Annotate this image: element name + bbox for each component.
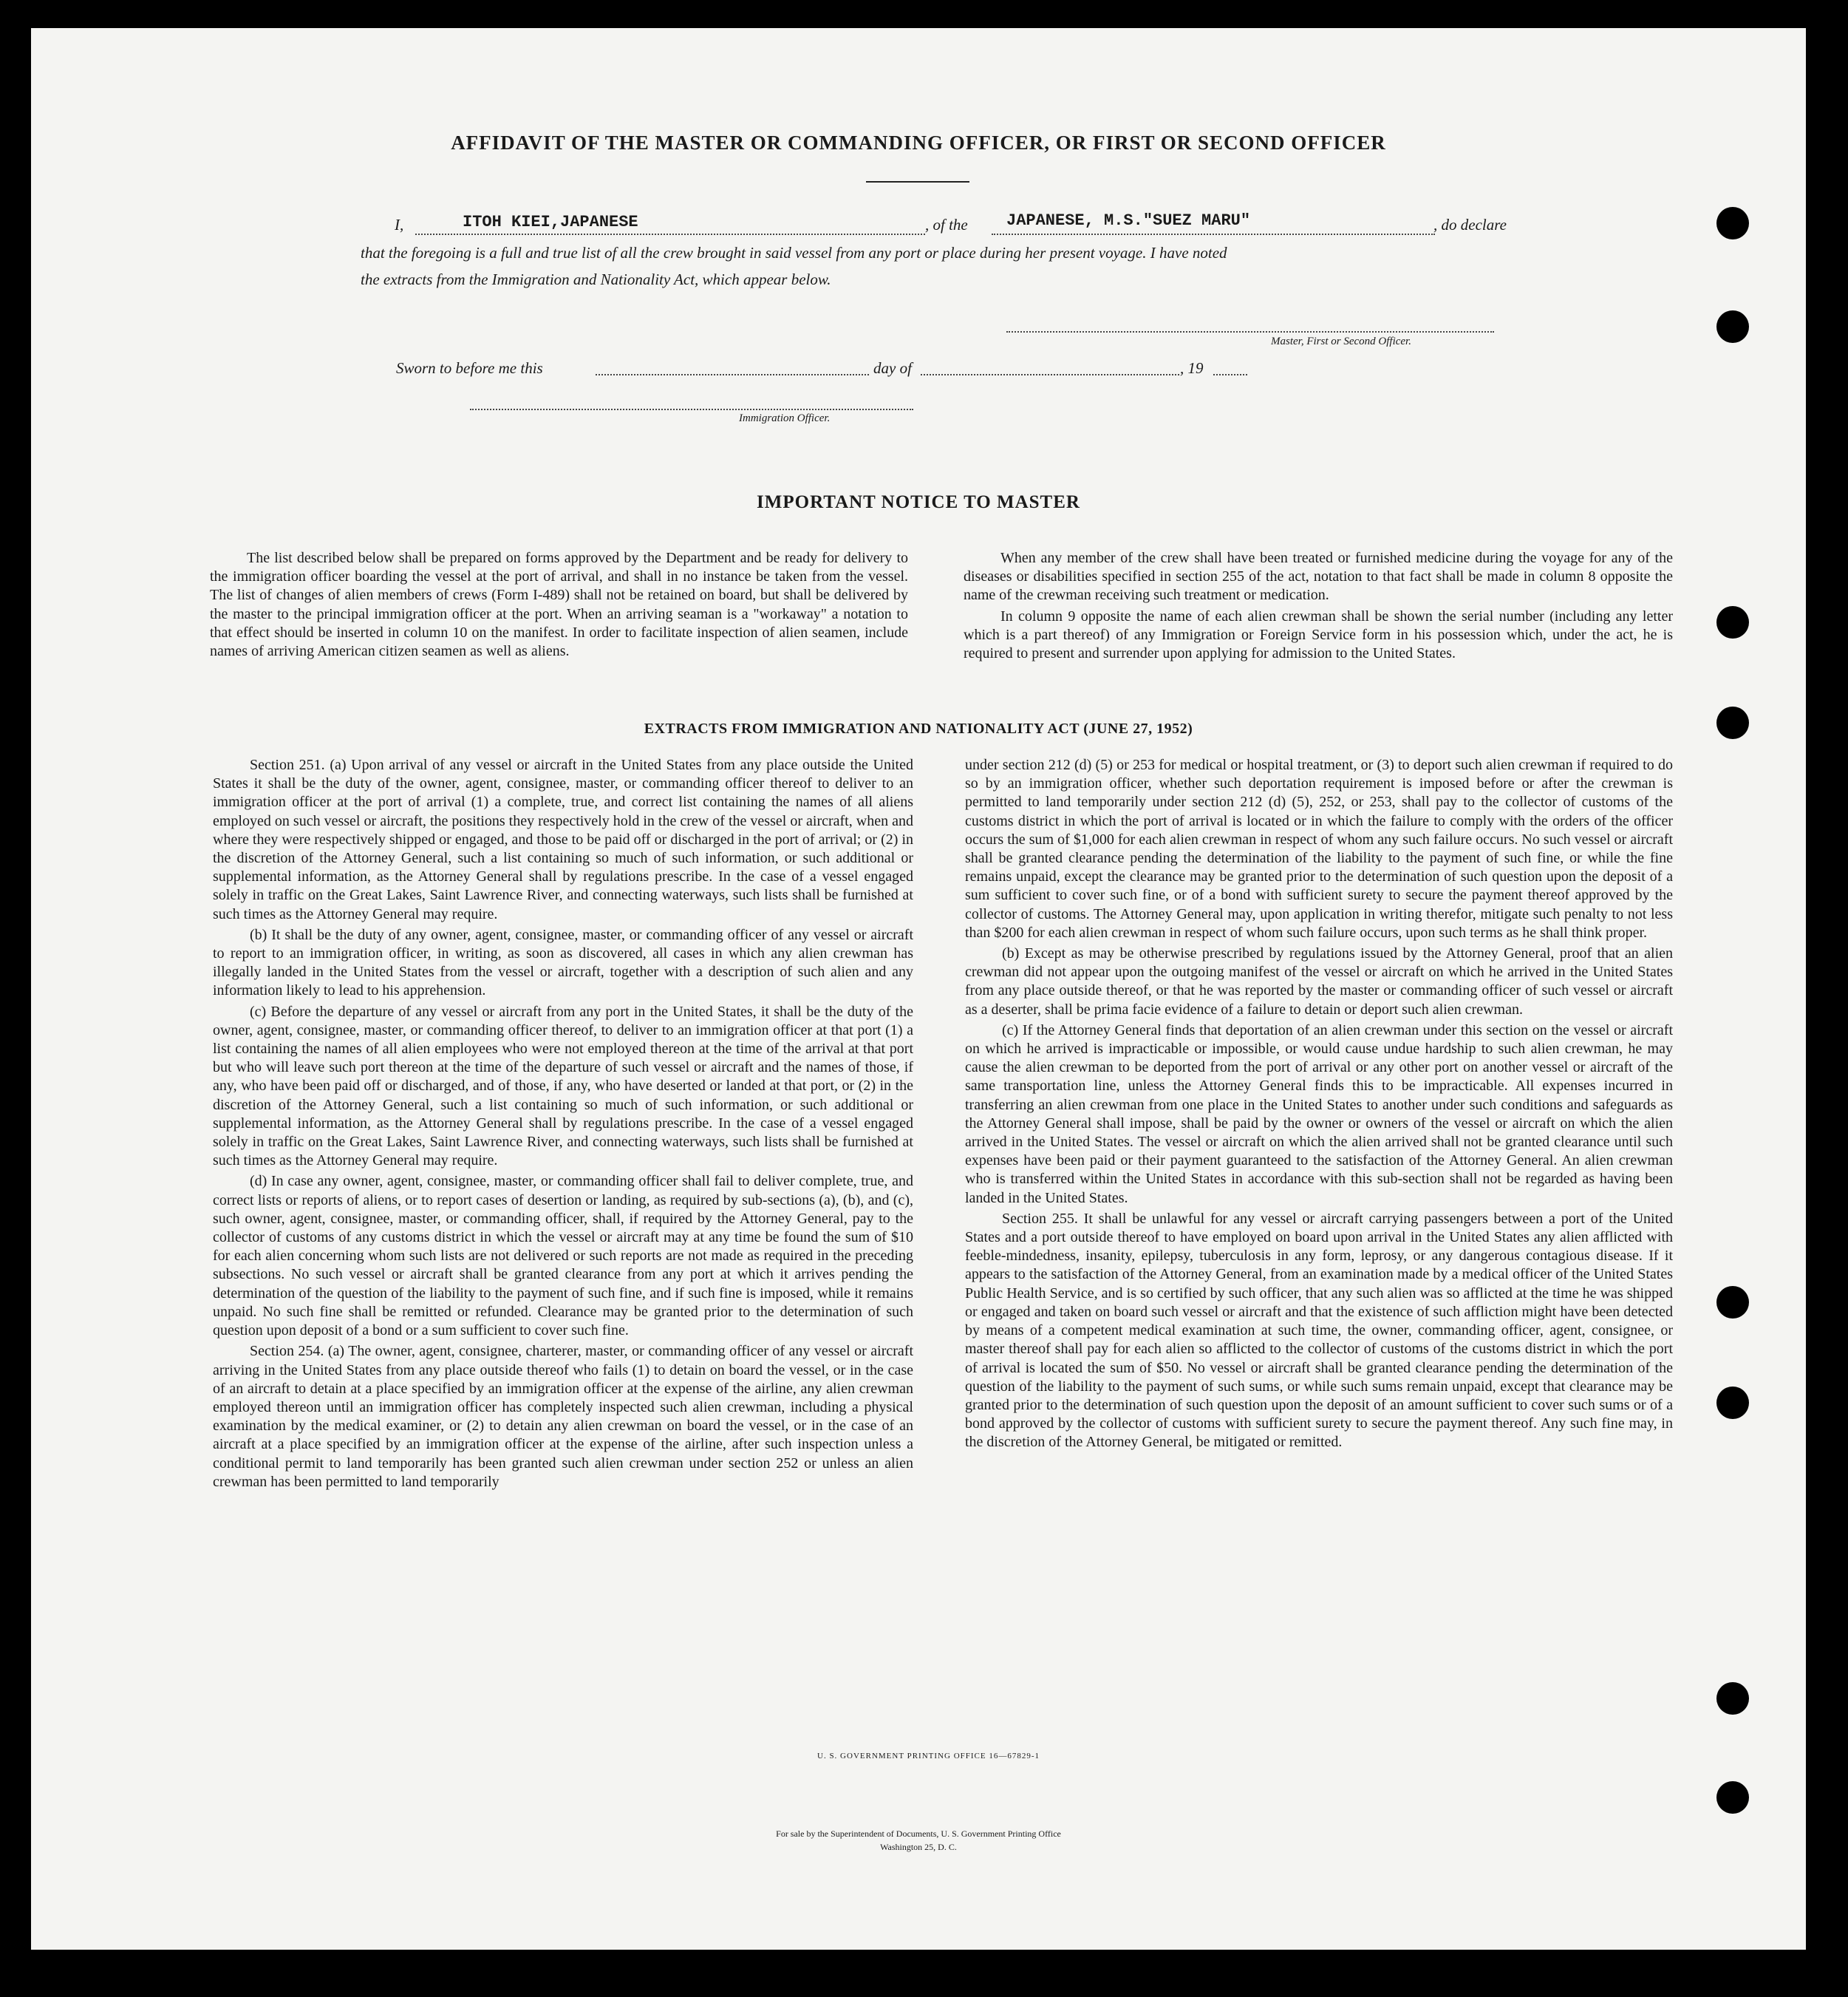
name-field-line bbox=[415, 234, 925, 235]
act-paragraph: (c) Before the departure of any vessel or aircraft from any port in the United States, it shall be the duty of the owner, agent, consignee, master, or commanding officer thereof, to deliver to an immigration officer at that port (1) a list containing the names of all alien employees who were not employed thereon at the time of the arrival at that port but who will leave such port thereon at the time of the departure of such vessel or aircraft and the names of those, if any, who have been paid off or discharged, and of those, if any, who have deserted or landed at that port, or (2) in the discretion of the Attorney General, such a list containing so much of such information, or such additional or supplemental information, as the Attorney General shall by regulations prescribe. In the case of a vessel engaged solely in traffic on the Great Lakes, Saint Lawrence River, and connecting waterways, such lists shall be furnished at such times as the Attorney General may require. bbox=[213, 1003, 913, 1169]
extracts-left-column bbox=[213, 756, 913, 1494]
act-paragraph: under section 212 (d) (5) or 253 for medical or hospital treatment, or (3) to deport such alien crewman if required to do so by an immigration officer, whether such deportation requirement is imposed before or after the crewman is permitted to land temporarily under section 212 (d) (5), 252, or 253, shall pay to the collector of customs of the customs district in which the port of arrival is located or in which the failure to comply with the orders of the officer occurs the sum of $1,000 for each alien crewman in respect of whom any such failure occurs. No such vessel or aircraft shall be granted clearance pending the determination of the liability to the payment of such fine, or while the fine remains unpaid, except the clearance may be granted prior to the determination of such question upon the deposit of a sum sufficient to cover such fine, or of a bond with sufficient surety to secure the payment thereof approved by the collector of customs. The Attorney General may, upon application in writing therefor, mitigate such penalty to not less than $200 for each alien crewman in respect of whom such failure occurs, upon such terms as he shall think proper. bbox=[965, 757, 1673, 941]
of-the-label: , of the bbox=[925, 216, 968, 234]
year-label: , 19 bbox=[1180, 359, 1204, 377]
officer-signature-label: Immigration Officer. bbox=[739, 412, 831, 424]
i-label: I, bbox=[395, 216, 404, 234]
act-paragraph: Section 255. It shall be unlawful for any vessel or aircraft carrying passengers between a port of the United States and a port outside thereof to have employed on board upon arrival in the United States any alien afflicted with feeble-mindedness, insanity, epilepsy, tuberculosis in any form, leprosy, or any dangerous contagious disease. If it appears to the satisfaction of the Attorney General, from an examination made by a medical officer of the United States Public Health Service, and is so certified by such officer, that any such alien was so afflicted at the time he was shipped or engaged and taken on board such vessel or aircraft and that the existence of such affliction might have been detected by means of a competent medical examination at such time, the owner, commanding officer, agent, consignee, or master thereof shall pay for each alien so afflicted to the collector of customs of the customs district in which the port of arrival is located the sum of $50. No vessel or aircraft shall be granted clearance pending the determination of the question of the liability to the payment of such sums, or while such sums remain unpaid, except that clearance may be granted prior to the determination of such question upon the deposit of an amount sufficient to cover such sums or of a bond approved by the collector of customs with sufficient surety to secure the payment thereof. Any such fine may, in the discretion of the Attorney General, be mitigated or remitted. bbox=[965, 1210, 1673, 1451]
punch-hole bbox=[1716, 1286, 1749, 1319]
gpo-code: U. S. GOVERNMENT PRINTING OFFICE 16—67829-1 bbox=[817, 1752, 1040, 1760]
punch-hole bbox=[1716, 1387, 1749, 1419]
declaration-text: that the foregoing is a full and true list of all the crew brought in said vessel from any port or place during her present voyage. I have noted bbox=[361, 244, 1227, 262]
master-signature-label: Master, First or Second Officer. bbox=[1271, 336, 1411, 347]
sworn-day-field[interactable] bbox=[596, 374, 869, 375]
extracts-right-column bbox=[965, 756, 1673, 1455]
affidavit-title: AFFIDAVIT OF THE MASTER OR COMMANDING OFFICER, OR FIRST OR SECOND OFFICER bbox=[451, 132, 1386, 154]
punch-hole bbox=[1716, 207, 1749, 239]
notice-title: IMPORTANT NOTICE TO MASTER bbox=[757, 492, 1080, 512]
notice-right-column bbox=[964, 549, 1673, 665]
act-paragraph: (b) It shall be the duty of any owner, agent, consignee, master, or commanding officer of any vessel or aircraft to report to an immigration officer, in writing, as soon as discovered, all cases in which any alien crewman has illegally landed in the United States from the vessel or aircraft, together with a description of such alien and any information likely to lead to his apprehension. bbox=[213, 926, 913, 999]
punch-hole bbox=[1716, 1781, 1749, 1814]
day-of-label: day of bbox=[873, 359, 912, 377]
act-paragraph: (c) If the Attorney General finds that deportation of an alien crewman under this section on the vessel or aircraft on which he arrived is impracticable or impossible, or would cause undue hardship to such alien crewman, he may cause the alien crewman to be deported from the port of arrival or any other port on another vessel or aircraft of the same transportation line, unless the Attorney General finds this to be impracticable. All expenses incurred in transferring an alien crewman from one place in the United States to another under such conditions and safeguards as the Attorney General shall impose, shall be paid by the owner or owners of the vessel or aircraft on which the alien arrived in the United States. The vessel or aircraft on which the alien arrived shall not be granted clearance until such expenses have been paid or their payment guaranteed to the satisfaction of the Attorney General. An alien crewman who is transferred within the United States in accordance with this sub-section shall not be regarded as having been landed in the United States. bbox=[965, 1021, 1673, 1206]
master-name-field[interactable]: ITOH KIEI,JAPANESE bbox=[463, 213, 638, 231]
do-declare-label: , do declare bbox=[1433, 216, 1507, 234]
officer-signature-line[interactable] bbox=[470, 409, 913, 410]
act-paragraph: Section 251. (a) Upon arrival of any vessel or aircraft in the United States from any place outside the United States it shall be the duty of the owner, agent, consignee, master, or commanding officer thereof to deliver to an immigration officer at the port of arrival (1) a complete, true, and correct list containing the names of all aliens employed on such vessel or aircraft, the positions they respectively hold in the crew of the vessel or aircraft, when and where they were respectively shipped or engaged, and those to be paid off or discharged in the port of arrival; or (2) in the discretion of the Attorney General, such a list containing so much of such information, or such additional or supplemental information, as the Attorney General shall by regulations prescribe. In the case of a vessel engaged solely in traffic on the Great Lakes, Saint Lawrence River, and connecting waterways, such lists shall be furnished at such times as the Attorney General may require. bbox=[213, 757, 913, 922]
notice-paragraph: In column 9 opposite the name of each alien crewman shall be shown the serial number (including any letter which is a part thereof) of any Immigration or Foreign Service form in his possession which, under the act, he is required to present and surrender upon applying for admission to the United States. bbox=[964, 608, 1673, 662]
notice-paragraph: When any member of the crew shall have been treated or furnished medicine during the voyage for any of the diseases or disabilities specified in section 255 of the act, notation to that fact shall be made in column 8 opposite the name of the crewman receiving such treatment or medication. bbox=[964, 550, 1673, 604]
notice-left-column bbox=[210, 549, 908, 663]
vessel-field-line bbox=[992, 234, 1435, 235]
act-paragraph: (d) In case any owner, agent, consignee, master, or commanding officer shall fail to deliver complete, true, and correct lists or reports of aliens, or to report cases of desertion or landing, as required by sub-sections (a), (b), and (c), such owner, agent, consignee, master, or commanding officer, shall, if required by the Attorney General, pay to the collector of customs of any customs district in which the vessel or aircraft may at any time be found the sum of $10 for each alien concerning whom such lists are not delivered or such reports are not made as required in the preceding subsections. No such vessel or aircraft shall be granted clearance from any port at which it arrives pending the determination of the question of the liability to the payment of such fine, and if such fine is imposed, while it remains unpaid. No such fine shall be remitted or refunded. Clearance may be granted prior to the determination of such question upon deposit of a bond or a sum sufficient to cover such fine. bbox=[213, 1173, 913, 1339]
punch-hole bbox=[1716, 1682, 1749, 1715]
vessel-name-field[interactable]: JAPANESE, M.S."SUEZ MARU" bbox=[1006, 211, 1251, 230]
punch-hole bbox=[1716, 310, 1749, 343]
sworn-year-field[interactable] bbox=[1213, 374, 1247, 375]
title-divider bbox=[866, 181, 969, 183]
act-paragraph: Section 254. (a) The owner, agent, consignee, charterer, master, or commanding officer of any vessel or aircraft arriving in the United States from any place outside thereof who fails (1) to detain on board the vessel, or in the case of an aircraft to detain at a place specified by an immigration officer at the expense of the airline, any alien crewman employed thereon until an immigration officer has completely inspected such alien crewman, including a physical examination by the medical examiner, or (2) to detain any alien crewman on board the vessel, or in the case of an aircraft at a place specified by an immigration officer at the expense of the airline, after such inspection unless a conditional permit to land temporarily has been granted such alien crewman under section 252 or unless an alien crewman has been permitted to land temporarily bbox=[213, 1343, 913, 1490]
declaration-text-2: the extracts from the Immigration and Nationality Act, which appear below. bbox=[361, 271, 831, 288]
extracts-title: EXTRACTS FROM IMMIGRATION AND NATIONALITY ACT (JUNE 27, 1952) bbox=[644, 721, 1193, 737]
sale-notice: For sale by the Superintendent of Documents, U. S. Government Printing Office bbox=[776, 1828, 1061, 1839]
notice-paragraph: The list described below shall be prepared on forms approved by the Department and be ready for delivery to the immigration officer boarding the vessel at the port of arrival, and shall in no instance be taken from the vessel. The list of changes of alien members of crews (Form I-489) shall not be retained on board, but shall be delivered by the master to the principal immigration officer at the port. When an arriving seaman is a "workaway" a notation to that effect should be inserted in column 10 on the manifest. In order to facilitate inspection of alien seamen, include names of arriving American citizen seamen as well as aliens. bbox=[210, 550, 908, 660]
master-signature-line[interactable] bbox=[1006, 331, 1494, 333]
act-paragraph: (b) Except as may be otherwise prescribed by regulations issued by the Attorney General, proof that an alien crewman did not appear upon the outgoing manifest of the vessel or aircraft on which he arrived in the United States from any place outside thereof, or that he was reported by the master or commanding officer of such vessel or aircraft as a deserter, shall be prima facie evidence of a failure to detain or deport such alien crewman. bbox=[965, 945, 1673, 1018]
sworn-label: Sworn to before me this bbox=[396, 359, 543, 377]
form-page bbox=[31, 28, 1806, 1950]
sale-address: Washington 25, D. C. bbox=[880, 1842, 957, 1852]
punch-hole bbox=[1716, 606, 1749, 639]
sworn-month-field[interactable] bbox=[921, 374, 1179, 375]
